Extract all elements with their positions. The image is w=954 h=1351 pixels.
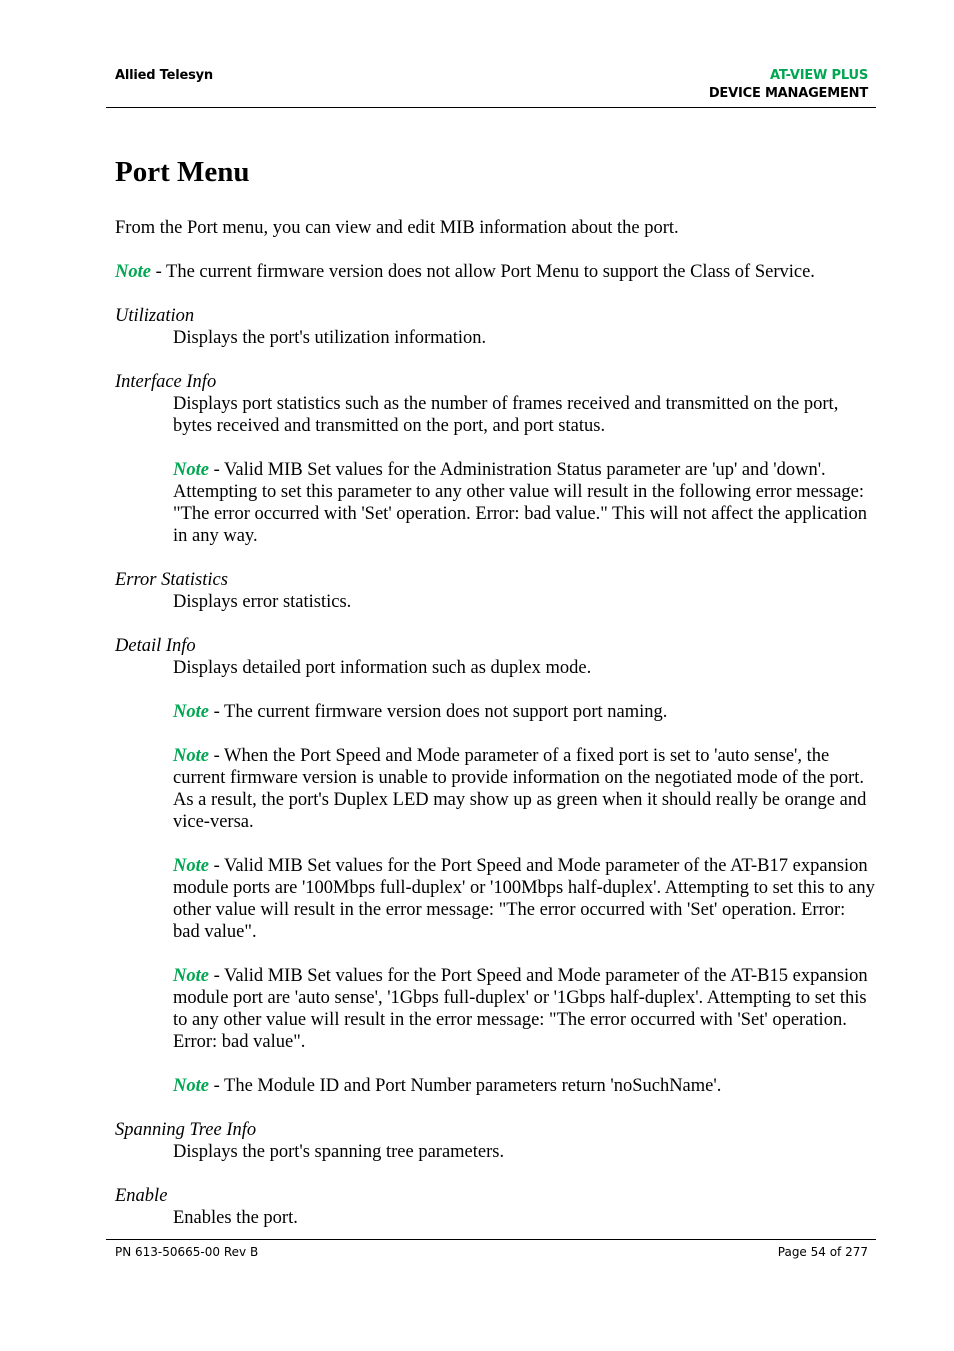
paragraph-text: - The Module ID and Port Number parameters return 'noSuchName'. (208, 1076, 722, 1096)
main-content (115, 150, 875, 1251)
note-label: Note (173, 856, 209, 876)
company-name: Allied Telesyn (115, 68, 213, 83)
menu-term: Utilization (115, 306, 195, 326)
product-name: AT-VIEW PLUS (770, 68, 868, 83)
section-name: DEVICE MANAGEMENT (708, 86, 868, 101)
part-number: PN 613-50665-00 Rev B (115, 1245, 259, 1259)
note-label: Note (173, 1076, 209, 1096)
definition-paragraph (173, 591, 875, 613)
paragraph-text: Displays port statistics such as the number of frames received and transmitted on the port, bytes received and transmitted on the port, and port status. (173, 394, 839, 436)
menu-definition (173, 1207, 875, 1229)
note-label: Note (173, 966, 209, 986)
note-label: Note (173, 460, 209, 480)
paragraph-text: - Valid MIB Set values for the Port Speed and Mode parameter of the AT-B17 expansion module ports are '100Mbps full-duplex' or '100Mbps half-duplex'. Attempting to set this to any other value will result in the error message: "The error occurred with 'Set' operation. Error: bad value". (173, 856, 875, 942)
paragraph-text: Displays the port's utilization information. (173, 328, 487, 348)
paragraph-text: - The current firmware version does not support port naming. (208, 702, 668, 722)
definition-paragraph (173, 327, 875, 349)
paragraph-text: Displays error statistics. (173, 592, 352, 612)
note-paragraph (173, 965, 875, 1053)
page-number: Page 54 of 277 (777, 1245, 868, 1259)
note-label: Note (173, 702, 209, 722)
note-paragraph (173, 701, 875, 723)
paragraph-text: Enables the port. (173, 1208, 298, 1228)
paragraph-text: - Valid MIB Set values for the Administration Status parameter are 'up' and 'down'. Attempting to set this parameter to any other value will result in the following error message: "The error occurred with 'Set' operation. Error: bad value." This will not affect the application in any way. (173, 460, 868, 546)
menu-term: Interface Info (115, 372, 217, 392)
page-title: Port Menu (115, 156, 250, 188)
page-header (106, 60, 876, 108)
menu-term: Error Statistics (115, 570, 228, 590)
menu-term: Detail Info (115, 636, 196, 656)
definition-paragraph (173, 1141, 875, 1163)
menu-term: Spanning Tree Info (115, 1120, 257, 1140)
paragraph-text: - When the Port Speed and Mode parameter of a fixed port is set to 'auto sense', the current firmware version is unable to provide information on the negotiated mode of the port. As a result, the port's Duplex LED may show up as green when it should really be orange and vice-versa. (173, 746, 867, 832)
menu-definition (173, 591, 875, 613)
note-paragraph (173, 1075, 875, 1097)
definition-paragraph (173, 657, 875, 679)
definition-paragraph (173, 393, 875, 437)
intro-paragraph: From the Port menu, you can view and edit MIB information about the port. (115, 218, 679, 238)
note-label: Note (173, 746, 209, 766)
note-paragraph (173, 745, 875, 833)
definition-list (115, 305, 875, 1229)
note-label: Note (115, 262, 151, 282)
menu-definition (173, 393, 875, 547)
menu-definition (173, 657, 875, 1097)
menu-definition (173, 327, 875, 349)
note-text: - The current firmware version does not allow Port Menu to support the Class of Service. (150, 262, 815, 282)
paragraph-text: Displays detailed port information such as duplex mode. (173, 658, 592, 678)
page-footer (106, 1239, 876, 1270)
definition-paragraph (173, 1207, 875, 1229)
intro-note (115, 261, 875, 283)
menu-term: Enable (115, 1186, 168, 1206)
menu-definition (173, 1141, 875, 1163)
paragraph-text: Displays the port's spanning tree parameters. (173, 1142, 505, 1162)
note-paragraph (173, 459, 875, 547)
note-paragraph (173, 855, 875, 943)
paragraph-text: - Valid MIB Set values for the Port Speed and Mode parameter of the AT-B15 expansion module port are 'auto sense', '1Gbps full-duplex' or '1Gbps half-duplex'. Attempting to set this to any other value will result in the error message: "The error occurred with 'Set' operation. Error: bad value". (173, 966, 868, 1052)
